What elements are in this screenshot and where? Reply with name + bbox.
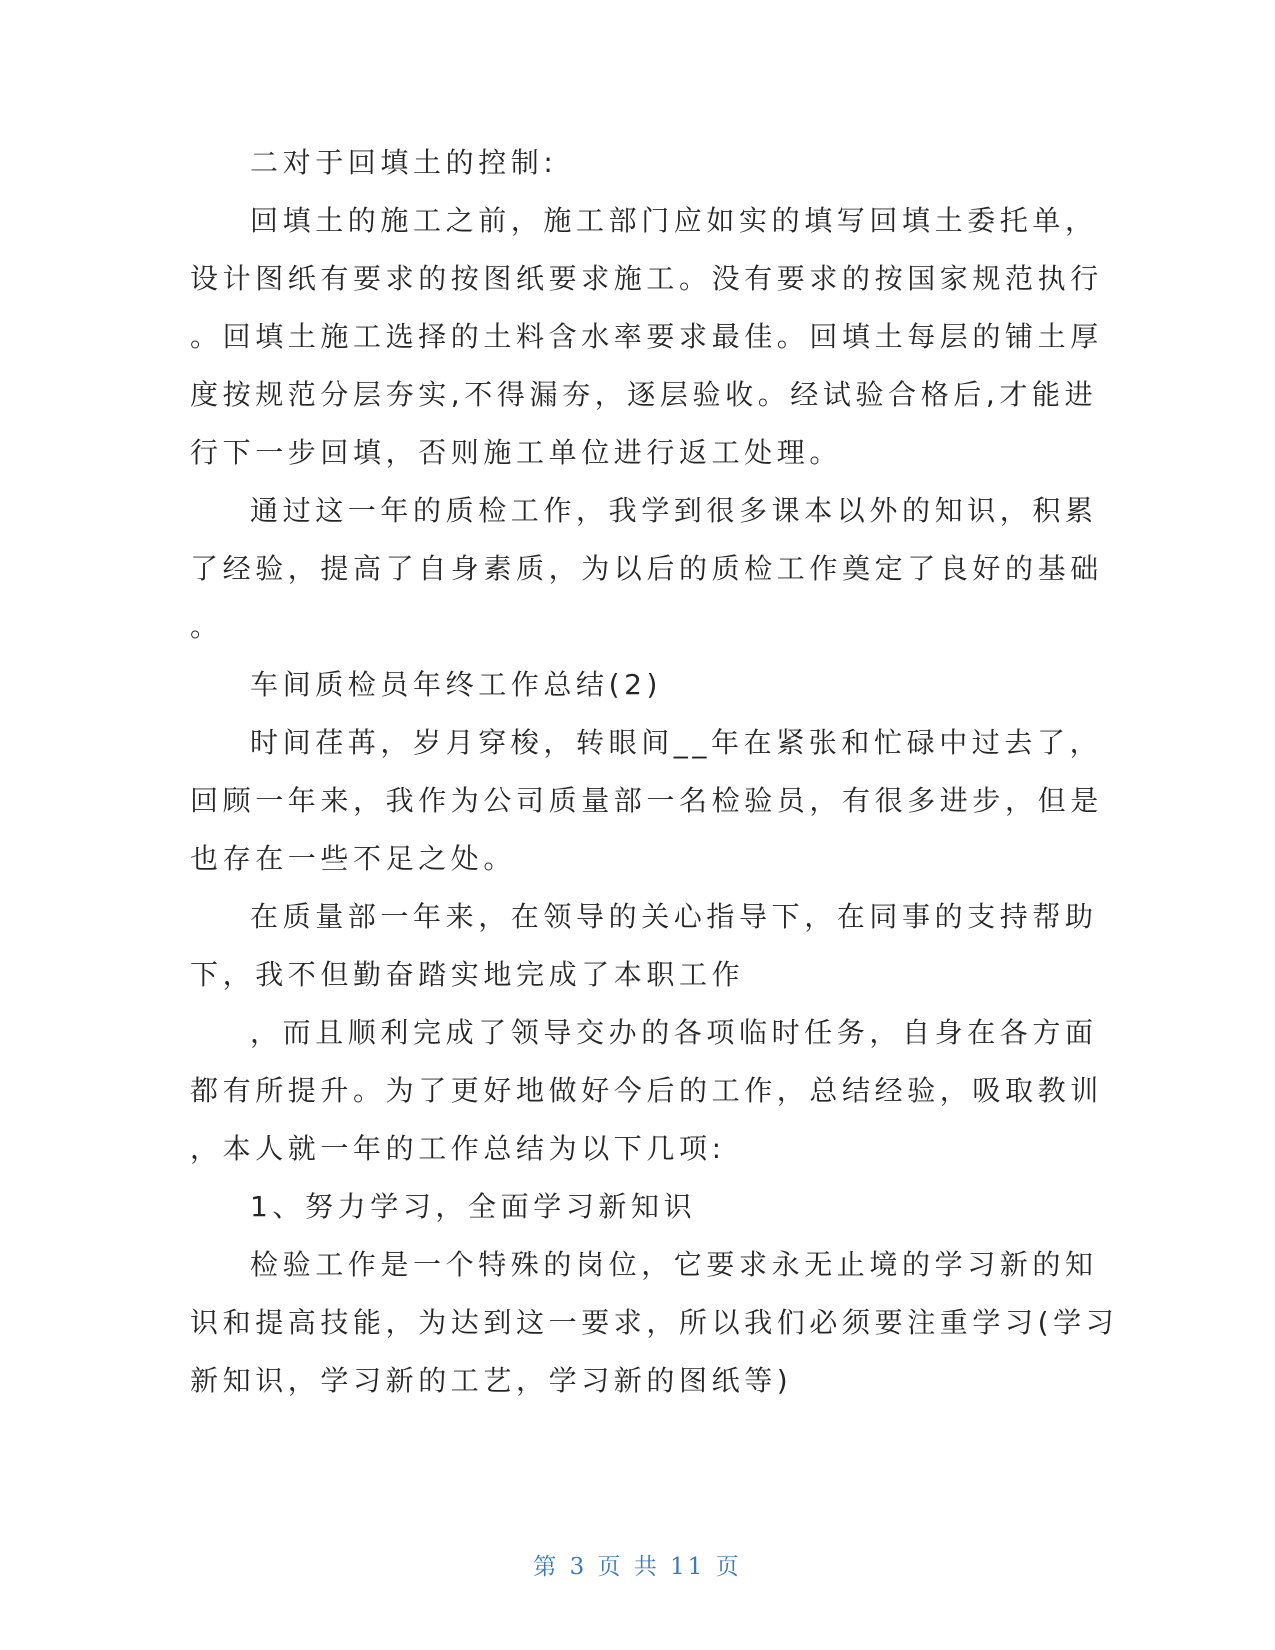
- text-line: 了经验，提高了自身素质，为以后的质检工作奠定了良好的基础: [190, 552, 1103, 585]
- text-line: 检验工作是一个特殊的岗位，它要求永无止境的学习新的知: [250, 1248, 1098, 1281]
- text-line: 行下一步回填，否则施工单位进行返工处理。: [190, 436, 843, 469]
- text-line: 。回填土施工选择的土料含水率要求最佳。回填土每层的铺土厚: [190, 320, 1103, 353]
- text-line: 。: [190, 610, 223, 643]
- text-line: 设计图纸有要求的按图纸要求施工。没有要求的按国家规范执行: [190, 262, 1103, 295]
- list-item-heading: 1、努力学习，全面学习新知识: [250, 1190, 697, 1223]
- text-line: 识和提高技能，为达到这一要求，所以我们必须要注重学习(学习: [190, 1306, 1119, 1339]
- text-line: 回填土的施工之前，施工部门应如实的填写回填土委托单，: [250, 204, 1098, 237]
- text-line: 度按规范分层夯实,不得漏夯，逐层验收。经试验合格后,才能进: [190, 378, 1098, 411]
- text-line: 新知识，学习新的工艺，学习新的图纸等): [190, 1364, 793, 1397]
- text-line: ，而且顺利完成了领导交办的各项临时任务，自身在各方面: [250, 1016, 1098, 1049]
- text-line: 都有所提升。为了更好地做好今后的工作，总结经验，吸取教训: [190, 1074, 1103, 1107]
- text-line: 时间荏苒，岁月穿梭，转眼间__年在紧张和忙碌中过去了，: [250, 726, 1103, 759]
- text-line: 二对于回填土的控制:: [250, 146, 558, 179]
- text-line: 下，我不但勤奋踏实地完成了本职工作: [190, 958, 745, 991]
- section-heading: 车间质检员年终工作总结(2): [250, 668, 663, 701]
- text-line: 通过这一年的质检工作，我学到很多课本以外的知识，积累: [250, 494, 1098, 527]
- text-line: ，本人就一年的工作总结为以下几项:: [190, 1132, 726, 1165]
- text-line: 也存在一些不足之处。: [190, 842, 517, 875]
- text-line: 在质量部一年来，在领导的关心指导下，在同事的支持帮助: [250, 900, 1098, 933]
- page-number-footer: 第 3 页 共 11 页: [533, 1554, 742, 1580]
- text-line: 回顾一年来，我作为公司质量部一名检验员，有很多进步，但是: [190, 784, 1103, 817]
